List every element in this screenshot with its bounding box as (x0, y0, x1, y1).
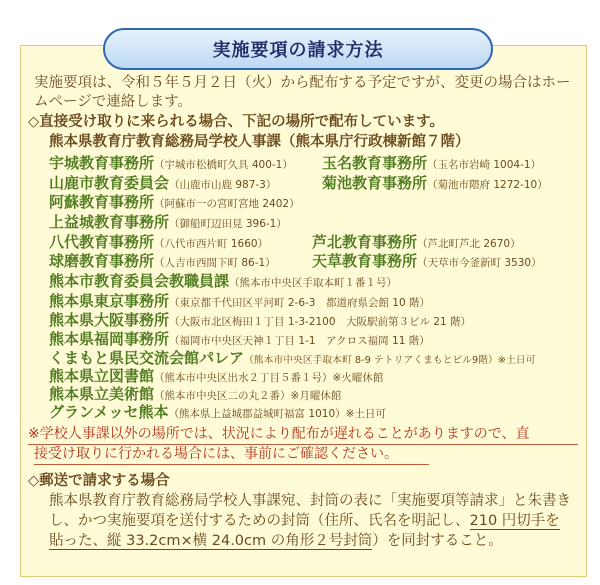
envelope-requirement: 貼った、縦 33.2cm×横 24.0cm の角形２号封筒 (49, 533, 373, 549)
stamp-requirement: 210 円切手を (469, 513, 560, 529)
office-yatsushiro (49, 234, 268, 250)
office-ashikita (312, 234, 521, 250)
office-name: くまもと県民交流会館パレア (49, 349, 245, 367)
intro-line-1: 実施要項は、令和５年５月２日（火）から配布する予定ですが、変更の場合はホー (34, 75, 571, 91)
office-address: （熊本市中央区手取本町１番１号） (229, 277, 398, 289)
office-tokyo (49, 293, 430, 309)
office-address: （熊本市中央区手取本町 8-9 テトリアくまもとビル9階）※土日可 (244, 355, 536, 366)
office-name: 芦北教育事務所 (312, 233, 418, 251)
office-address: （熊本県上益城郡益城町福富 1010）※土日可 (168, 408, 386, 420)
intro-line-2: ムページで連絡します。 (34, 94, 193, 110)
office-address: （熊本市中央区出水２丁目５番１号）※火曜休館 (154, 372, 384, 384)
office-address: （八代市西片町 1660） (154, 238, 269, 250)
title-banner (103, 28, 493, 70)
office-address: （福岡市中央区天神１丁目 1-1 アクロス福岡 11 階） (169, 335, 430, 347)
office-address: （熊本市中央区二の丸２番）※月曜休館 (154, 390, 342, 402)
office-address: （宇城市松橋町久具 400-1） (154, 159, 293, 171)
office-name: 阿蘇教育事務所 (49, 193, 155, 211)
office-name: 熊本県大阪事務所 (49, 311, 170, 329)
notice-line-1: ※学校人事課以外の場所では、状況により配布が遅れることがありますので、直 (28, 426, 530, 442)
office-address: （阿蘇市一の宮町宮地 2402） (154, 198, 300, 210)
office-name: 熊本県立美術館 (49, 385, 155, 403)
mail-line-2 (49, 514, 560, 529)
hq-office: 熊本県教育庁教育総務局学校人事課（熊本県庁行政棟新館７階） (49, 134, 470, 150)
office-osaka (49, 312, 471, 328)
office-address: （御船町辺田見 396-1） (169, 218, 287, 230)
office-name: グランメッセ熊本 (49, 403, 169, 421)
office-fukuoka (49, 331, 430, 347)
office-aso (49, 194, 300, 210)
office-museum (49, 386, 341, 402)
office-kumamoto-city (49, 273, 397, 289)
office-address: （東京都千代田区平河町 2-6-3 都道府県会館 10 階） (169, 297, 431, 309)
office-parea (49, 350, 535, 366)
office-address: （山鹿市山鹿 987-3） (169, 179, 277, 191)
office-messe (49, 404, 386, 420)
office-kuma (49, 253, 276, 269)
office-name: 山鹿市教育委員会 (49, 174, 170, 192)
office-name: 上益城教育事務所 (49, 213, 170, 231)
mail-line-1: 熊本県教育庁教育総務局学校人事課宛、封筒の表に「実施要項等請求」と朱書き (49, 493, 571, 509)
office-name: 熊本県立図書館 (49, 367, 155, 385)
mail-text: ）を同封すること。 (372, 533, 503, 549)
office-tamana (322, 155, 541, 171)
office-name: 玉名教育事務所 (322, 154, 428, 172)
mail-line-3 (49, 534, 503, 549)
office-name: 菊池教育事務所 (322, 174, 428, 192)
office-address: （菊池市隈府 1272-10） (427, 179, 548, 191)
office-kamimashiki (49, 214, 287, 230)
office-uki (49, 155, 293, 171)
office-name: 八代教育事務所 (49, 233, 155, 251)
office-address: （玉名市岩崎 1004-1） (427, 159, 542, 171)
mail-text: し、かつ実施要項を送付するための封筒（住所、氏名を明記し、 (49, 513, 470, 529)
office-name: 天草教育事務所 (312, 252, 418, 270)
heading-mail: ◇郵送で請求する場合 (28, 473, 170, 489)
office-library (49, 368, 383, 384)
office-kikuchi (322, 175, 548, 191)
office-amakusa (312, 253, 542, 269)
notice-rule-2 (34, 464, 429, 465)
office-address: （芦北町芦北 2670） (417, 238, 521, 250)
office-name: 熊本市教育委員会教職員課 (49, 272, 230, 290)
office-address: （人吉市西間下町 86-1） (154, 257, 276, 269)
page-title: 実施要項の請求方法 (212, 40, 384, 61)
office-yamaga (49, 175, 276, 191)
office-address: （大阪市北区梅田１丁目 1-3-2100 大阪駅前第３ビル 21 階） (169, 316, 472, 328)
office-name: 宇城教育事務所 (49, 154, 155, 172)
notice-rule-1 (28, 444, 578, 445)
office-name: 球磨教育事務所 (49, 252, 155, 270)
heading-direct: ◇直接受け取りに来られる場合、下記の場所で配布しています。 (28, 114, 444, 130)
office-name: 熊本県東京事務所 (49, 292, 170, 310)
notice-line-2: 接受け取りに行かれる場合には、事前にご確認ください。 (34, 446, 398, 462)
office-name: 熊本県福岡事務所 (49, 330, 170, 348)
office-address: （天草市今釜新町 3530） (417, 257, 542, 269)
